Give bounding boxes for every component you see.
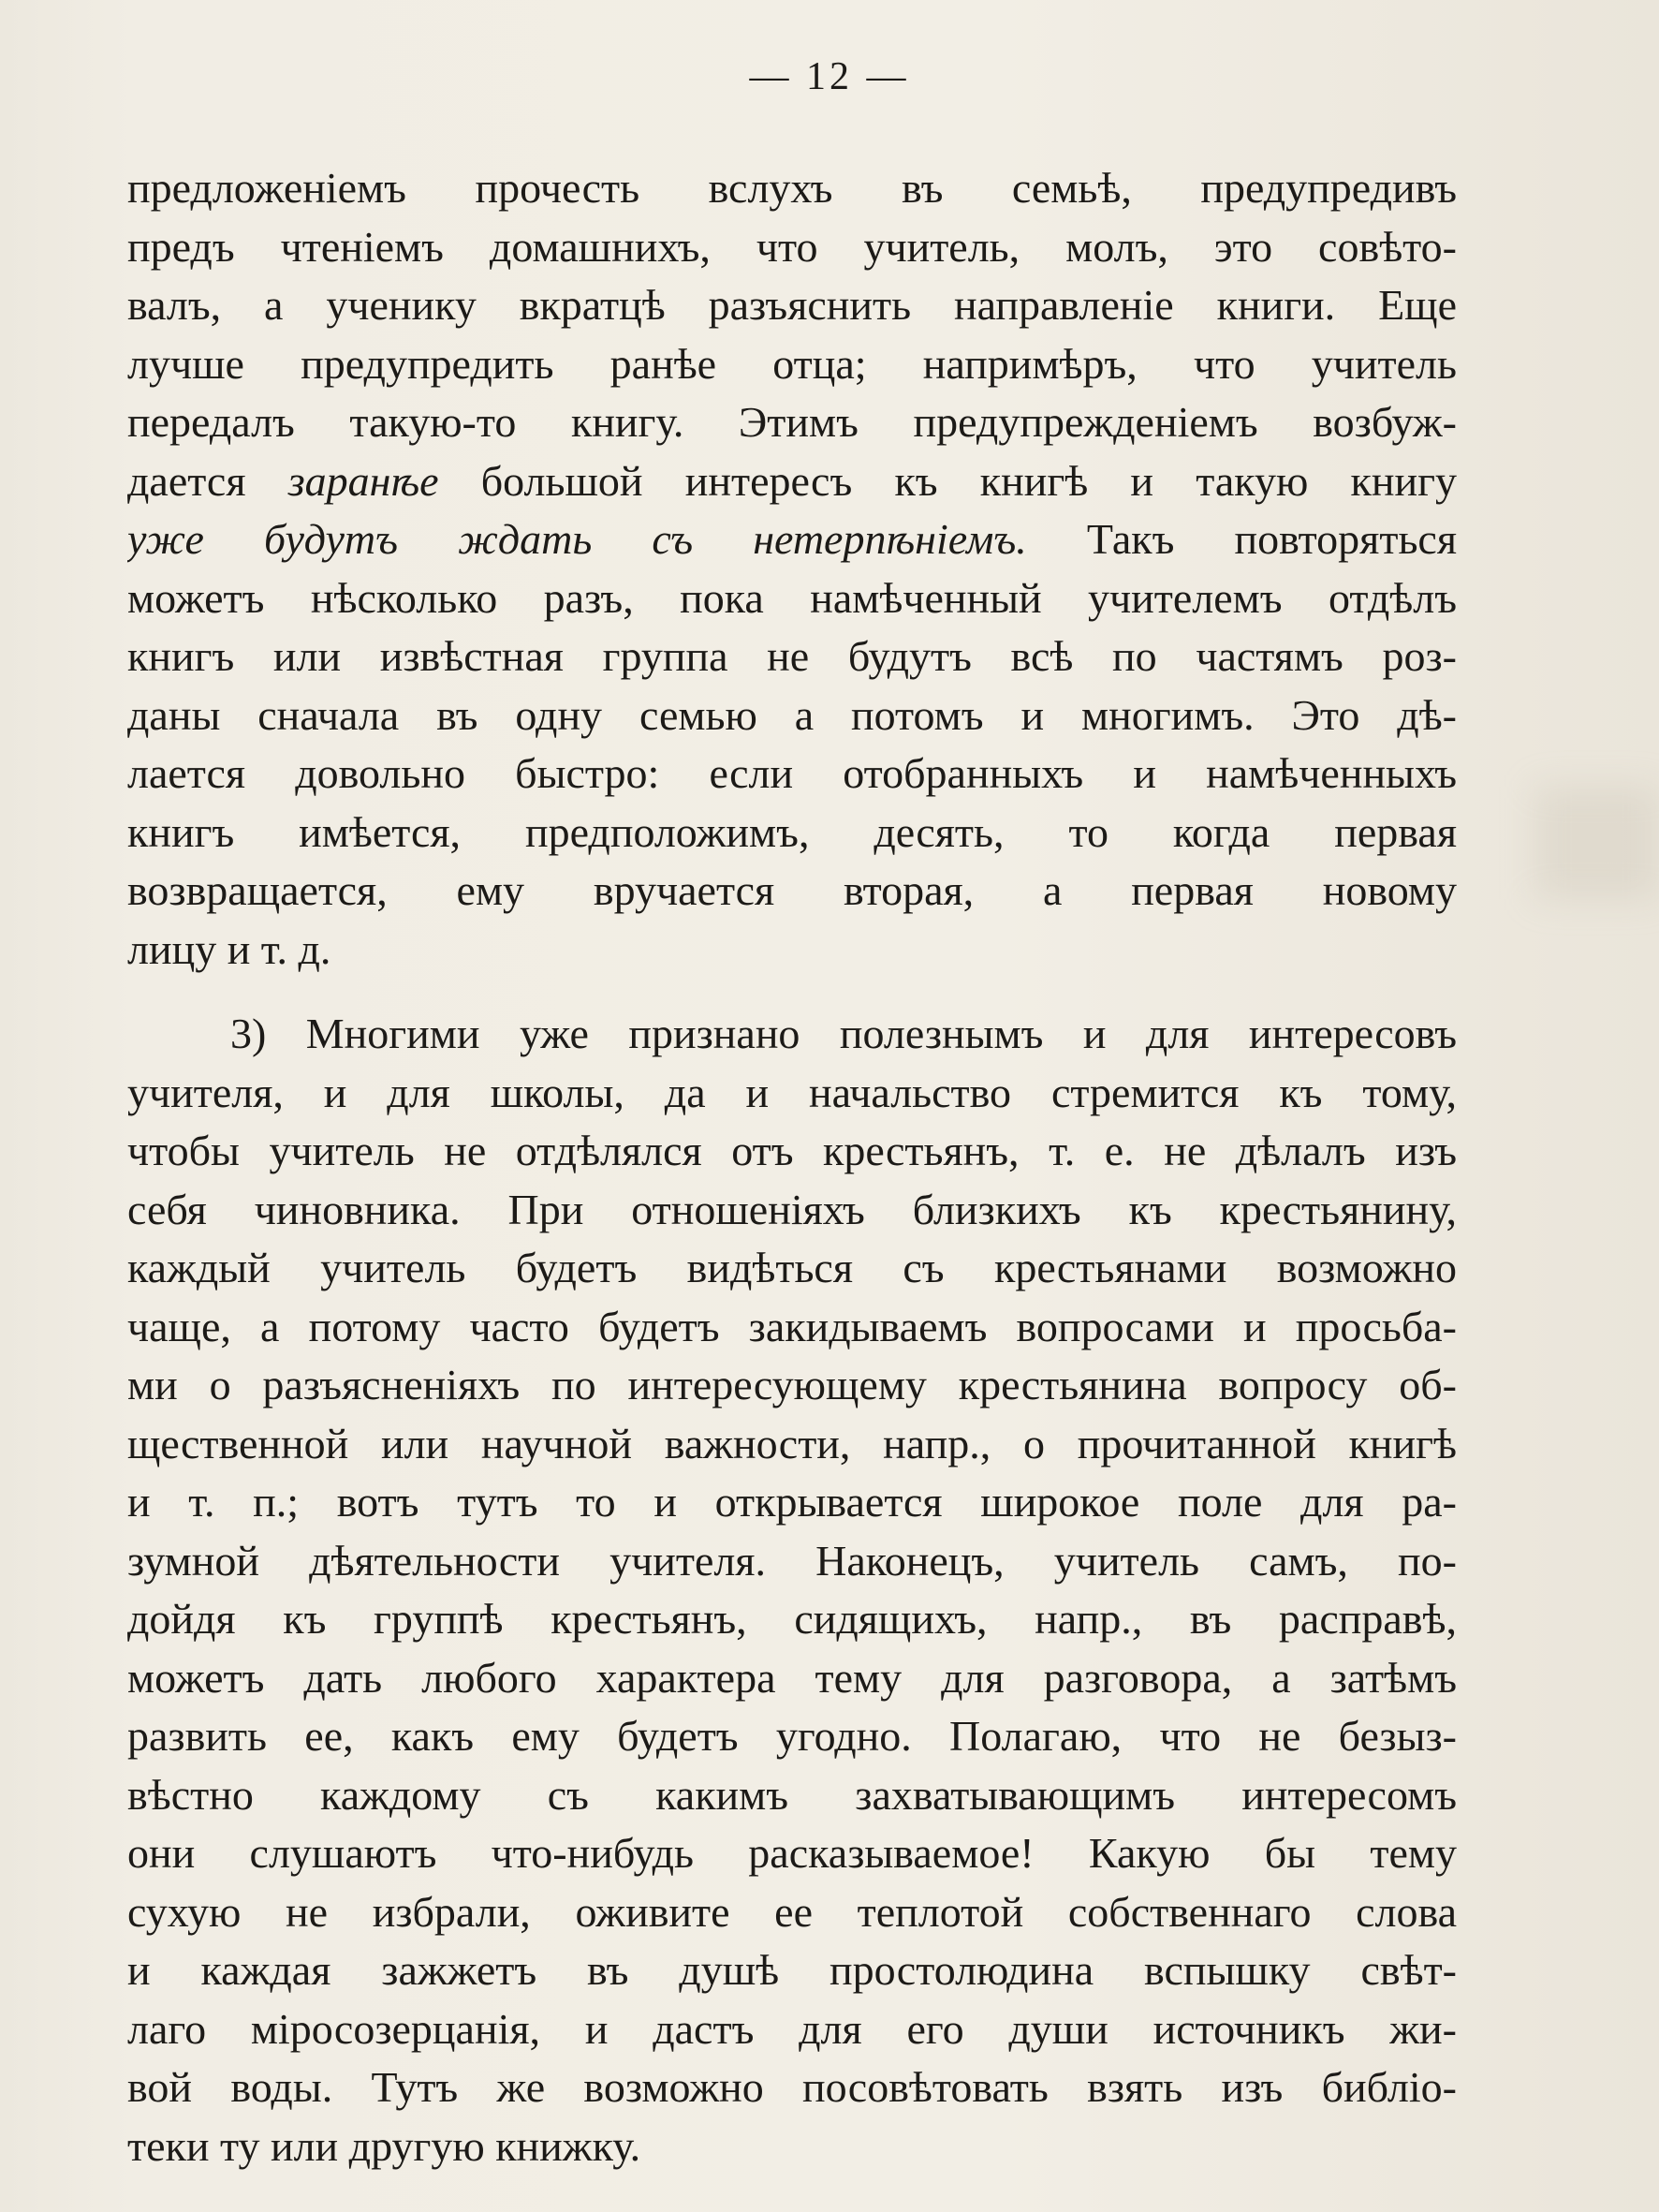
line-segment: дается: [127, 456, 288, 505]
text-line: лицу и т. д.: [127, 924, 331, 973]
line-segment: Такъ повторяться: [1026, 515, 1457, 563]
text-line: можетъ дать любого характера тему для разговора, а затѣмъ: [127, 1653, 1457, 1702]
text-line: развить ее, какъ ему будетъ угодно. Полагаю, что не безыз-: [127, 1712, 1457, 1760]
text-line: валъ, а ученику вкратцѣ разъяснить направленіе книги. Еще: [127, 281, 1457, 329]
show-through-shadow: [1535, 787, 1659, 899]
paragraph-gap: [127, 979, 1457, 1005]
text-line: лаго міросозерцанія, и дастъ для его души источникъ жи-: [127, 2004, 1457, 2053]
italic-emphasis: заранѣе: [287, 456, 439, 505]
text-line: [127, 510, 1457, 569]
text-line: чаще, а потому часто будетъ закидываемъ вопросами и просьба-: [127, 1302, 1457, 1350]
text-line: 3) Многими уже признано полезнымъ и для интересовъ: [230, 1010, 1457, 1057]
text-line: щественной или научной важности, напр., о прочитанной книгѣ: [127, 1419, 1457, 1467]
text-line: ми о разъясненіяхъ по интересующему крестьянина вопросу об-: [127, 1361, 1457, 1408]
text-line: лается довольно быстро: если отобранныхъ и намѣченныхъ: [127, 749, 1457, 797]
body-text: [127, 159, 1457, 2175]
text-line: и т. п.; вотъ тутъ то и открывается широкое поле для ра-: [127, 1478, 1457, 1526]
line-segment: большой интересъ къ книгѣ и такую книгу: [438, 456, 1457, 505]
paragraph-2: [127, 1005, 1457, 2175]
text-line: вой воды. Тутъ же возможно посовѣтовать взять изъ библіо-: [127, 2063, 1457, 2111]
text-line: передалъ такую-то книгу. Этимъ предупрежденіемъ возбуж-: [127, 398, 1457, 446]
text-line: даны сначала въ одну семью а потомъ и многимъ. Это дѣ-: [127, 690, 1457, 739]
text-line: дойдя къ группѣ крестьянъ, сидящихъ, напр., въ расправѣ,: [127, 1595, 1457, 1643]
text-line: каждый учитель будетъ видѣться съ крестьянами возможно: [127, 1244, 1457, 1291]
text-line: и каждая зажжетъ въ душѣ простолюдина вспышку свѣт-: [127, 1946, 1457, 1994]
text-line: книгъ или извѣстная группа не будутъ всѣ по частямъ роз-: [127, 632, 1457, 680]
text-line: себя чиновника. При отношеніяхъ близкихъ къ крестьянину,: [127, 1185, 1457, 1233]
text-line: они слушаютъ что-нибудь расказываемое! Какую бы тему: [127, 1829, 1457, 1877]
text-line: теки ту или другую книжку.: [127, 2121, 641, 2170]
text-line: можетъ нѣсколько разъ, пока намѣченный учителемъ отдѣлъ: [127, 573, 1457, 622]
text-line: чтобы учитель не отдѣлялся отъ крестьянъ, т. е. не дѣлалъ изъ: [127, 1127, 1457, 1174]
text-line: предъ чтеніемъ домашнихъ, что учитель, молъ, это совѣто-: [127, 222, 1457, 271]
text-line: книгъ имѣется, предположимъ, десять, то когда первая: [127, 807, 1457, 856]
text-line: учителя, и для школы, да и начальство стремится къ тому,: [127, 1068, 1457, 1116]
italic-emphasis: уже будутъ ждать съ нетерпѣніемъ.: [127, 515, 1027, 563]
text-line: предложеніемъ прочесть вслухъ въ семьѣ, предупредивъ: [127, 164, 1457, 212]
paragraph-1: [127, 159, 1457, 979]
page-number: — 12 —: [749, 55, 910, 98]
text-line: зумной дѣятельности учителя. Наконецъ, учитель самъ, по-: [127, 1536, 1457, 1585]
text-line: лучше предупредить ранѣе отца; напримѣръ, что учитель: [127, 339, 1457, 388]
text-line: [127, 452, 1457, 511]
text-line: возвращается, ему вручается вторая, а первая новому: [127, 866, 1457, 914]
text-line: сухую не избрали, оживите ее теплотой собственнаго слова: [127, 1887, 1457, 1936]
text-line: вѣстно каждому съ какимъ захватывающимъ интересомъ: [127, 1770, 1457, 1819]
